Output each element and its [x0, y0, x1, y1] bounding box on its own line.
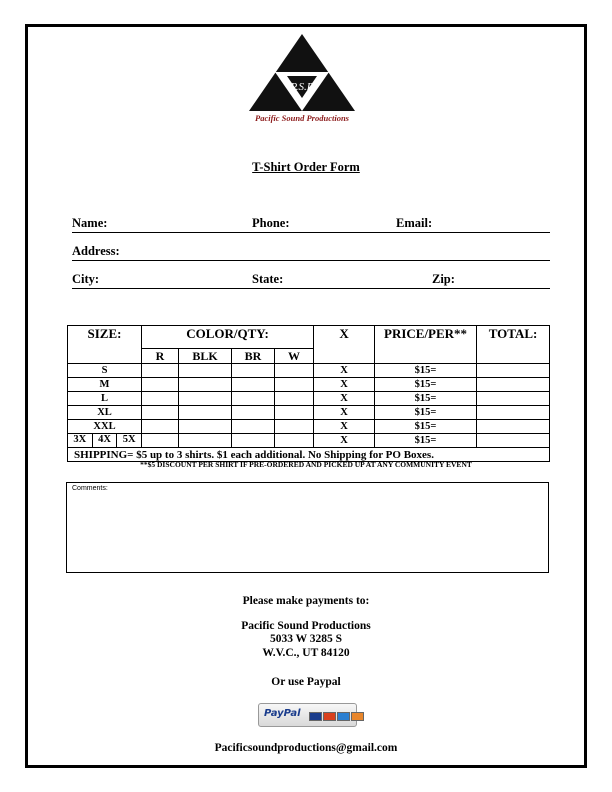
paypal-logo: PayPal: [264, 708, 301, 719]
qty-cell[interactable]: [275, 434, 314, 448]
address-label: Address:: [72, 244, 120, 258]
payment-heading: Please make payments to:: [242, 595, 370, 607]
qty-cell[interactable]: [142, 378, 179, 392]
qty-cell[interactable]: [179, 378, 232, 392]
price-cell: $15=: [375, 406, 477, 420]
email-label: Email:: [396, 216, 433, 230]
price-cell: $15=: [375, 364, 477, 378]
qty-cell[interactable]: [179, 406, 232, 420]
size-5x: 5X: [122, 434, 136, 445]
mastercard-icon: [323, 712, 336, 721]
address-line[interactable]: [72, 244, 550, 261]
x-cell: X: [314, 364, 375, 378]
color-w: W: [275, 349, 314, 364]
visa-card-icon: [309, 712, 322, 721]
zip-label: Zip:: [432, 272, 455, 286]
price-cell: $15=: [375, 378, 477, 392]
color-blk: BLK: [179, 349, 232, 364]
table-row: [68, 434, 550, 448]
price-header: PRICE/PER**: [375, 326, 477, 364]
shipping-note: SHIPPING= $5 up to 3 shirts. $1 each additional. No Shipping for PO Boxes.: [68, 448, 550, 462]
qty-cell[interactable]: [275, 406, 314, 420]
x-cell: X: [314, 392, 375, 406]
size-3x: 3X: [68, 434, 93, 447]
big-sizes-cell: [68, 434, 142, 448]
total-cell[interactable]: [477, 434, 550, 448]
qty-cell[interactable]: [275, 392, 314, 406]
color-qty-header: COLOR/QTY:: [142, 326, 314, 349]
x-header: X: [314, 326, 375, 364]
table-row: [68, 392, 550, 406]
total-cell[interactable]: [477, 392, 550, 406]
price-cell: $15=: [375, 392, 477, 406]
comments-label: Comments:: [72, 485, 108, 492]
qty-cell[interactable]: [179, 434, 232, 448]
qty-cell[interactable]: [142, 406, 179, 420]
street-address: 5033 W 3285 S: [269, 633, 343, 645]
qty-cell[interactable]: [232, 364, 275, 378]
size-cell: XL: [68, 406, 142, 420]
table-row: [68, 406, 550, 420]
city-state-zip: W.V.C., UT 84120: [262, 647, 350, 659]
contact-line-1[interactable]: [72, 216, 550, 233]
qty-cell[interactable]: [275, 364, 314, 378]
x-cell: X: [314, 420, 375, 434]
qty-cell[interactable]: [232, 392, 275, 406]
price-cell: $15=: [375, 420, 477, 434]
qty-cell[interactable]: [275, 378, 314, 392]
order-table: [67, 325, 550, 462]
qty-cell[interactable]: [142, 434, 179, 448]
qty-cell[interactable]: [142, 420, 179, 434]
table-row: [68, 364, 550, 378]
comments-box[interactable]: [66, 482, 549, 573]
logo-initials: P.S.P: [290, 81, 314, 93]
table-row: [68, 420, 550, 434]
total-cell[interactable]: [477, 378, 550, 392]
qty-cell[interactable]: [232, 378, 275, 392]
qty-cell[interactable]: [232, 434, 275, 448]
table-row: [68, 378, 550, 392]
qty-cell[interactable]: [179, 364, 232, 378]
qty-cell[interactable]: [275, 420, 314, 434]
amex-card-icon: [337, 712, 350, 721]
size-cell: S: [68, 364, 142, 378]
logo-name: Pacific Sound Productions: [255, 113, 349, 123]
discover-card-icon: [351, 712, 364, 721]
total-cell[interactable]: [477, 406, 550, 420]
x-cell: X: [314, 434, 375, 448]
size-cell: M: [68, 378, 142, 392]
color-r: R: [142, 349, 179, 364]
paypal-text: Or use Paypal: [271, 676, 341, 688]
state-label: State:: [252, 272, 284, 286]
total-cell[interactable]: [477, 364, 550, 378]
qty-cell[interactable]: [232, 406, 275, 420]
qty-cell[interactable]: [179, 420, 232, 434]
x-cell: X: [314, 406, 375, 420]
name-label: Name:: [72, 216, 108, 230]
qty-cell[interactable]: [179, 392, 232, 406]
phone-label: Phone:: [252, 216, 290, 230]
size-header: SIZE:: [68, 326, 142, 364]
x-cell: X: [314, 378, 375, 392]
contact-email[interactable]: Pacificsoundproductions@gmail.com: [214, 742, 398, 754]
city-label: City:: [72, 272, 100, 286]
qty-cell[interactable]: [142, 364, 179, 378]
qty-cell[interactable]: [232, 420, 275, 434]
contact-line-3[interactable]: [72, 272, 550, 289]
card-icons: [309, 712, 364, 721]
psp-logo: [243, 32, 361, 124]
total-header: TOTAL:: [477, 326, 550, 364]
form-title: T-Shirt Order Form: [252, 160, 360, 174]
price-cell: $15=: [375, 434, 477, 448]
total-cell[interactable]: [477, 420, 550, 434]
size-cell: L: [68, 392, 142, 406]
size-cell: XXL: [68, 420, 142, 434]
qty-cell[interactable]: [142, 392, 179, 406]
color-br: BR: [232, 349, 275, 364]
size-4x: 4X: [93, 434, 118, 447]
company-name: Pacific Sound Productions: [241, 620, 371, 632]
discount-note: **$5 DISCOUNT PER SHIRT IF PRE-ORDERED AND PICKED UP AT ANY COMMUNITY EVENT: [140, 460, 472, 469]
paypal-button[interactable]: [258, 703, 357, 727]
